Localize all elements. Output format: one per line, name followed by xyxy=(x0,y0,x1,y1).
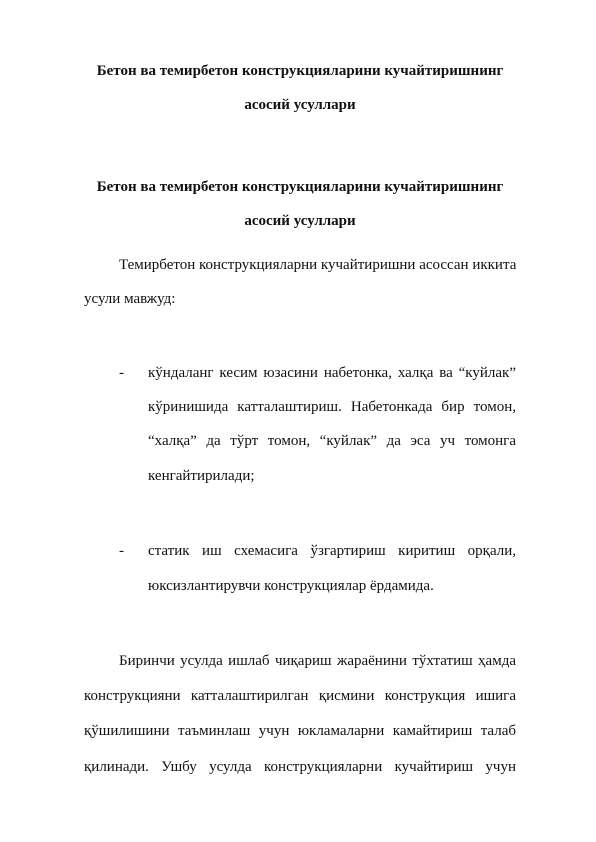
paragraph-2-line-3: қўшилишини таъминлаш учун юкламаларни камайтириш талаб xyxy=(84,723,516,739)
heading-2-line-2: асосий усуллари xyxy=(244,213,356,229)
bullet-2-line-1: статик иш схемасига ўзгартириш киритиш орқали, xyxy=(148,543,516,559)
bullet-2-line-2: юксизлантирувчи конструкциялар ёрдамида. xyxy=(148,578,434,594)
heading-1-line-1: Бетон ва темирбетон конструкцияларини кучайтиришнинг xyxy=(96,63,504,79)
paragraph-2-line-4: қилинади. Ушбу усулда конструкцияларни кучайтириш учун xyxy=(84,759,516,775)
heading-1-line-2: асосий усуллари xyxy=(244,97,356,113)
intro-line-2: усули мавжуд: xyxy=(84,291,176,307)
bullet-1-line-1: кўндаланг кесим юзасини набетонка, халқа ва “куйлак” xyxy=(148,365,516,381)
intro-line-1: Темирбетон конструкцияларни кучайтиришни асоссан иккита xyxy=(119,257,517,273)
bullet-1-line-4: кенгайтирилади; xyxy=(148,468,255,484)
paragraph-2-line-1: Биринчи усулда ишлаб чиқариш жараёнини тўхтатиш ҳамда xyxy=(119,653,516,669)
heading-2-line-1: Бетон ва темирбетон конструкцияларини кучайтиришнинг xyxy=(96,179,504,195)
bullet-1-marker: - xyxy=(119,365,124,381)
bullet-2-marker: - xyxy=(119,543,124,559)
bullet-1-line-2: кўринишида катталаштириш. Набетонкада бир томон, xyxy=(148,399,516,415)
bullet-1-line-3: “халқа” да тўрт томон, “куйлак” да эса уч томонга xyxy=(148,433,516,449)
paragraph-2-line-2: конструкцияни катталаштирилган қисмини конструкция ишига xyxy=(84,688,516,704)
